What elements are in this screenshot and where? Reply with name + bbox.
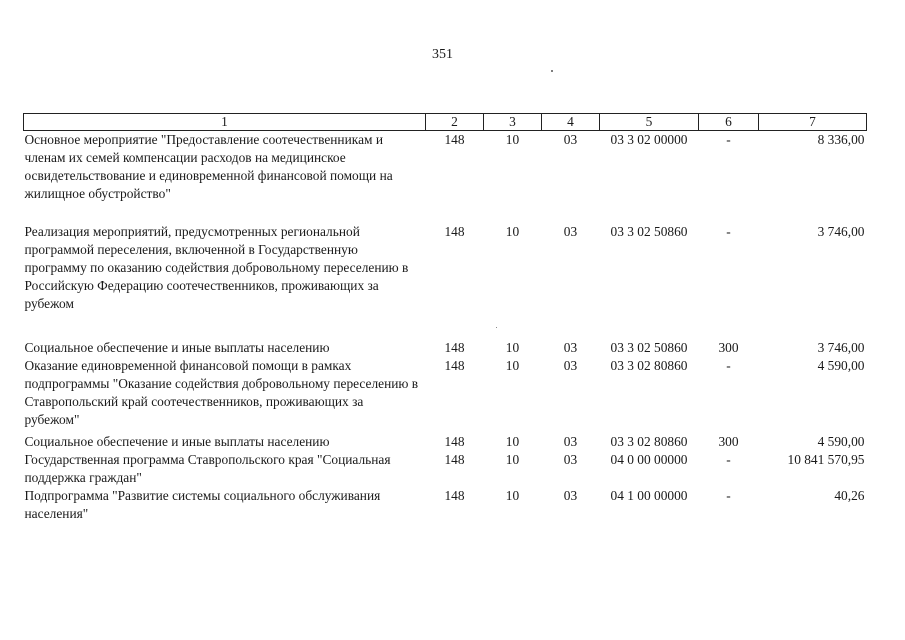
amount: 3 746,00 (817, 339, 865, 355)
table-row (24, 357, 867, 433)
subsection-code: 03 (563, 433, 578, 449)
table-row (24, 451, 867, 487)
section-code: 10 (505, 433, 520, 449)
target-article-code: 04 0 00 00000 (610, 451, 688, 467)
table-row (24, 339, 867, 357)
page-number: 351 (432, 47, 453, 62)
expense-type-code: 300 (718, 339, 739, 355)
ministry-code: 148 (444, 339, 465, 355)
table-row (24, 487, 867, 523)
target-article-code: 03 3 02 80860 (610, 433, 688, 449)
table-row (24, 223, 867, 339)
expense-type-code: - (726, 487, 731, 503)
section-code: 10 (505, 132, 520, 147)
expense-type-code: 300 (718, 433, 739, 449)
budget-table-container (23, 113, 866, 523)
target-article-code: 03 3 02 00000 (610, 132, 688, 147)
column-header: 7 (759, 114, 867, 131)
table-header-row (24, 114, 867, 131)
table-row (24, 131, 867, 223)
column-header: 6 (699, 114, 759, 131)
ministry-code: 148 (444, 487, 465, 503)
section-code: 10 (505, 223, 520, 239)
column-header: 2 (426, 114, 484, 131)
item-name: Социальное обеспечение и иные выплаты населению (24, 433, 330, 449)
target-article-code: 04 1 00 00000 (610, 487, 688, 503)
item-name: Государственная программа Ставропольского края "Социальная поддержка граждан" (24, 451, 391, 485)
column-header: 5 (600, 114, 699, 131)
subsection-code: 03 (563, 357, 578, 373)
table-row (24, 433, 867, 451)
budget-table (23, 113, 867, 523)
target-article-code: 03 3 02 50860 (610, 223, 688, 239)
section-code: 10 (505, 487, 520, 503)
scan-speck (551, 70, 553, 72)
subsection-code: 03 (563, 223, 578, 239)
column-header: 1 (24, 114, 426, 131)
ministry-code: 148 (444, 357, 465, 373)
expense-type-code: - (726, 357, 731, 373)
section-code: 10 (505, 339, 520, 355)
amount: 3 746,00 (817, 223, 865, 239)
ministry-code: 148 (444, 451, 465, 467)
item-name: Подпрограмма "Развитие системы социального обслуживания населения" (24, 487, 381, 521)
item-name: Социальное обеспечение и иные выплаты населению (24, 339, 330, 355)
section-code: 10 (505, 357, 520, 373)
ministry-code: 148 (444, 433, 465, 449)
amount: 8 336,00 (817, 132, 865, 147)
subsection-code: 03 (563, 339, 578, 355)
target-article-code: 03 3 02 80860 (610, 357, 688, 373)
expense-type-code: - (726, 223, 731, 239)
subsection-code: 03 (563, 487, 578, 503)
item-name: Оказание единовременной финансовой помощи в рамках подпрограммы "Оказание содействия добровольному переселению в Ставропольский край соотечественников, проживающих за рубежом" (24, 357, 419, 427)
amount: 40,26 (834, 487, 865, 503)
target-article-code: 03 3 02 50860 (610, 339, 688, 355)
item-name: Основное мероприятие "Предоставление соотечественникам и членам их семей компенсации расходов на медицинское освидетельствование и единовременной финансовой помощи на жилищное обустройство" (24, 132, 393, 201)
section-code: 10 (505, 451, 520, 467)
ministry-code: 148 (444, 223, 465, 239)
expense-type-code: - (726, 451, 731, 467)
subsection-code: 03 (563, 132, 578, 147)
ministry-code: 148 (444, 132, 465, 147)
expense-type-code: - (726, 132, 731, 147)
item-name: Реализация мероприятий, предусмотренных региональной программой переселения, включенной в Государственную программу по оказанию содействия добровольному переселению в Российскую Федерацию соотечественников, проживающих за рубежом (24, 223, 409, 311)
subsection-code: 03 (563, 451, 578, 467)
column-header: 3 (484, 114, 542, 131)
amount: 4 590,00 (817, 357, 865, 373)
amount: 4 590,00 (817, 433, 865, 449)
column-header: 4 (542, 114, 600, 131)
amount: 10 841 570,95 (787, 451, 865, 467)
